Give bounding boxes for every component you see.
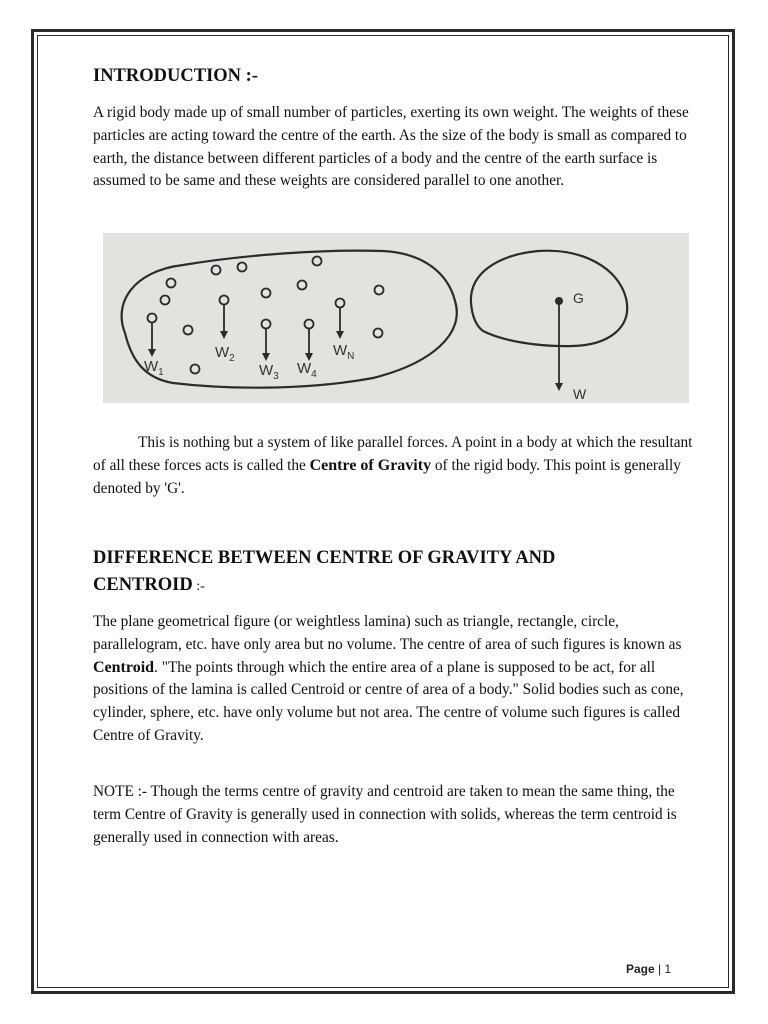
arrowhead-icon <box>555 383 563 391</box>
particle <box>375 286 384 295</box>
centroid-term: Centroid <box>93 658 155 676</box>
particle-wn <box>336 299 345 308</box>
difference-heading <box>93 545 555 600</box>
particle <box>191 365 200 374</box>
body-outline-left <box>122 251 457 388</box>
particle <box>313 257 322 266</box>
page-label: Page <box>626 962 655 976</box>
label-g: G <box>573 290 584 306</box>
particle <box>374 329 383 338</box>
resultant-text: This is nothing but a system of like parallel forces. A point in a body at which the resultant of all these forces acts is called the <box>93 434 693 474</box>
label-wn: $W_N$ <box>333 342 355 362</box>
particle <box>161 296 170 305</box>
label-w3: $W_3$ <box>259 362 279 382</box>
difference-heading-line2: CENTROID <box>93 575 193 595</box>
arrowhead-icon <box>336 331 344 339</box>
particle <box>212 266 221 275</box>
particle <box>167 279 176 288</box>
arrowhead-icon <box>262 353 270 361</box>
arrowhead-icon <box>220 331 228 339</box>
centroid-text-end: . "The points through which the entire area of a plane is supposed to be act, for all positions of the lamina is called Centroid or centre of area of a body." Solid bodies such as cone, cylinder, sphere, etc. have only volume but not area. The centre of volume such figures is called Centre of Gravity. <box>93 658 684 744</box>
intro-heading: INTRODUCTION :- <box>93 66 258 86</box>
page-separator: | <box>654 962 665 976</box>
particle-w1 <box>148 314 157 323</box>
resultant-paragraph <box>93 432 693 500</box>
centroid-paragraph <box>93 611 693 748</box>
arrowhead-icon <box>148 349 156 357</box>
particle-w2 <box>220 296 229 305</box>
centroid-text: The plane geometrical figure (or weightless lamina) such as triangle, rectangle, circle, parallelogram, etc. have only area but no volume. The centre of area of such figures is known as <box>93 613 682 653</box>
particle-w4 <box>305 320 314 329</box>
particle <box>298 281 307 290</box>
note-paragraph: NOTE :- Though the terms centre of gravity and centroid are taken to mean the same thing, the term Centre of Gravity is generally used in connection with solids, whereas the term centroid is generally used in connection with areas. <box>93 783 677 846</box>
resultant-text-end: of the rigid body. This point is generally denoted by 'G'. <box>93 456 681 497</box>
page-footer <box>626 962 671 976</box>
label-w1: $W_1$ <box>144 358 164 378</box>
label-w4: $W_4$ <box>297 360 317 380</box>
particle <box>262 289 271 298</box>
particle-w3 <box>262 320 271 329</box>
body-outline-right <box>471 251 627 346</box>
centre-of-gravity-term: Centre of Gravity <box>309 456 432 474</box>
particle <box>238 263 247 272</box>
difference-heading-suffix: :- <box>192 579 205 594</box>
label-w: W <box>573 386 587 402</box>
label-w2: $W_2$ <box>215 344 235 364</box>
gravity-diagram <box>103 233 689 403</box>
intro-paragraph: A rigid body made up of small number of particles, exerting its own weight. The weights of these particles are acting toward the centre of the earth. As the size of the body is small as compared to earth, the distance between different particles of a body and the centre of the earth surface is assumed to be same and these weights are considered parallel to one another. <box>93 104 689 190</box>
page-number: 1 <box>664 962 672 976</box>
gravity-figure <box>103 233 689 403</box>
difference-heading-line1: DIFFERENCE BETWEEN CENTRE OF GRAVITY AND <box>93 548 556 568</box>
particle <box>184 326 193 335</box>
